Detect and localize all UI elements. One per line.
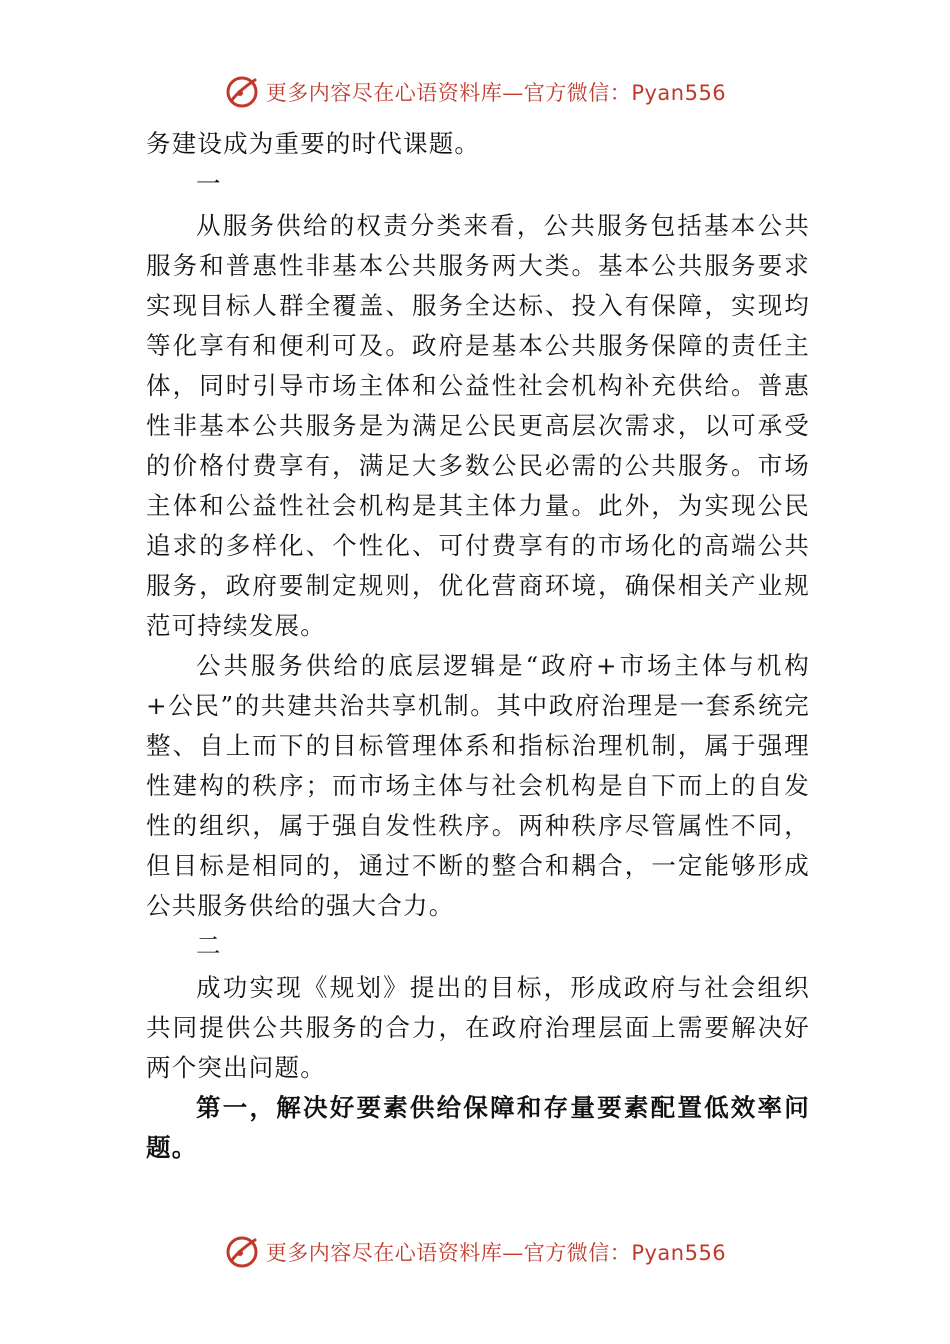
- header-banner: [0, 72, 950, 112]
- banner-text: 更多内容尽在心语资料库—官方微信：Pyan556: [265, 1241, 727, 1265]
- paragraph-service-categories: 从服务供给的权责分类来看，公共服务包括基本公共服务和普惠性非基本公共服务两大类。基本公共服务要求实现目标人群全覆盖、服务全达标、投入有保障，实现均等化享有和便利可及。政府是基本公共服务保障的责任主体，同时引导市场主体和公益性社会机构补充供给。普惠性非基本公共服务是为满足公民更高层次需求，以可承受的价格付费享有，满足大多数公民必需的公共服务。市场主体和公益性社会机构是其主体力量。此外，为实现公民追求的多样化、个性化、可付费享有的市场化的高端公共服务，政府要制定规则，优化营商环境，确保相关产业规范可持续发展。: [146, 211, 810, 640]
- section-number-two: 二: [196, 931, 221, 960]
- paragraph-plan-goals: 成功实现《规划》提出的目标，形成政府与社会组织共同提供公共服务的合力，在政府治理层面上需要解决好两个突出问题。: [146, 973, 810, 1082]
- footer-banner: [0, 1232, 950, 1272]
- document-body: [146, 124, 810, 1168]
- section-number-one: 一: [196, 169, 221, 198]
- brush-logo-icon: [224, 74, 260, 110]
- banner-text: 更多内容尽在心语资料库—官方微信：Pyan556: [265, 81, 727, 105]
- paragraph-continuation: 务建设成为重要的时代课题。: [146, 129, 481, 158]
- brush-logo-icon: [224, 1234, 260, 1270]
- paragraph-supply-logic: 公共服务供给的底层逻辑是“政府+市场主体与机构+公民”的共建共治共享机制。其中政府治理是一套系统完整、自上而下的目标管理体系和指标治理机制，属于强理性建构的秩序；而市场主体与社会机构是自下而上的自发性的组织，属于强自发性秩序。两种秩序尽管属性不同，但目标是相同的，通过不断的整合和耦合，一定能够形成公共服务供给的强大合力。: [146, 651, 810, 920]
- subheading-first: 第一，解决好要素供给保障和存量要素配置低效率问题。: [146, 1093, 810, 1162]
